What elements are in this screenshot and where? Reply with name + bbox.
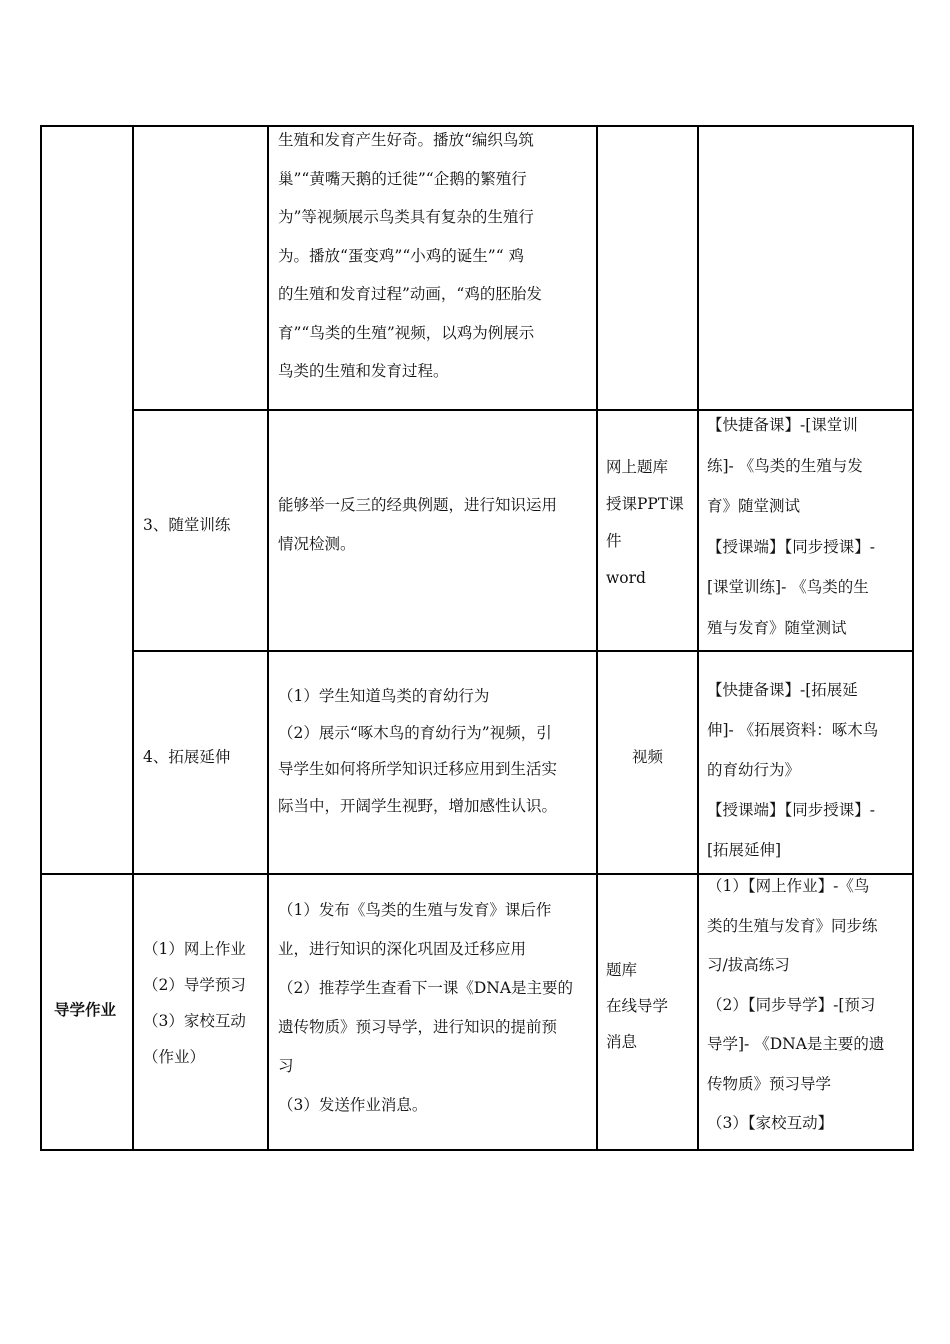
row2-resource-cell xyxy=(606,449,684,597)
row1-process-line: 为。播放“蛋变鸡”“小鸡的诞生”“ 鸡 xyxy=(278,246,525,265)
row3-function-line: 的育幼行为》 xyxy=(707,761,801,779)
table-left-border xyxy=(40,125,42,1150)
row4-function-line: 传物质》预习导学 xyxy=(707,1074,832,1093)
row2-function-line: [课堂训练]- 《鸟类的生 xyxy=(707,578,869,596)
row2-step-label: 3、随堂训练 xyxy=(143,516,231,534)
row1-process-cell xyxy=(278,121,542,391)
row4-step-line: （作业） xyxy=(143,1048,206,1066)
row4-function-line: （2）【同步导学】-[预习 xyxy=(707,995,876,1014)
row4-function-line: （3）【家校互动】 xyxy=(707,1114,834,1132)
row4-process-line: （3）发送作业消息。 xyxy=(278,1096,428,1114)
row2-process-line: 能够举一反三的经典例题，进行知识运用 xyxy=(278,496,558,514)
row4-process-line: （1）发布《鸟类的生殖与发育》课后作 xyxy=(278,901,552,919)
row2-step-cell xyxy=(143,506,230,545)
row4-process-line: 遗传物质》预习导学，进行知识的提前预 xyxy=(278,1018,558,1036)
row3-resource-label: 视频 xyxy=(632,748,664,766)
row4-step-line: （1）网上作业 xyxy=(143,940,246,958)
row2-function-line: 殖与发育》随堂测试 xyxy=(707,618,847,637)
row4-function-line: 习/拔高练习 xyxy=(707,956,790,974)
row2-function-cell xyxy=(707,405,875,648)
row4-resource-line: 在线导学 xyxy=(606,997,669,1015)
row2-function-line: 练]- 《鸟类的生殖与发 xyxy=(707,456,863,475)
row2-resource-line: 网上题库 xyxy=(606,458,669,476)
col-divider-3 xyxy=(596,125,598,1150)
row1-process-line: 为”等视频展示鸟类具有复杂的生殖行 xyxy=(278,208,534,226)
row3-process-line: （2）展示“啄木鸟的育幼行为”视频，引 xyxy=(278,723,552,742)
row3-function-line: 【快捷备课】-[拓展延 xyxy=(707,681,858,699)
row-divider-2 xyxy=(132,650,914,652)
col-divider-2 xyxy=(267,125,269,1150)
row2-process-line: 情况检测。 xyxy=(278,535,356,553)
row4-function-line: （1）【网上作业】-《鸟 xyxy=(707,877,870,895)
row4-resource-line: 消息 xyxy=(606,1033,638,1051)
row1-process-line: 鸟类的生殖和发育过程。 xyxy=(278,362,449,380)
row1-process-line: 育”“鸟类的生殖”视频，以鸡为例展示 xyxy=(278,323,535,342)
row2-resource-line: 授课PPT课 xyxy=(606,495,684,513)
row4-function-line: 类的生殖与发育》同步练 xyxy=(707,916,878,935)
row4-process-cell xyxy=(278,891,573,1125)
row2-function-line: 【快捷备课】-[课堂训 xyxy=(707,416,858,434)
row1-process-line: 巢”“黄嘴天鹅的迁徙”“企鹅的繁殖行 xyxy=(278,169,527,188)
row3-process-line: （1）学生知道鸟类的育幼行为 xyxy=(278,687,490,705)
row3-function-cell xyxy=(707,670,878,870)
row3-function-line: 伸]- 《拓展资料：啄木鸟 xyxy=(707,721,879,739)
row2-resource-line: word xyxy=(606,569,646,587)
row3-process-cell xyxy=(278,678,557,824)
row1-process-line: 生殖和发育产生好奇。播放“编织鸟筑 xyxy=(278,131,534,149)
row2-resource-line: 件 xyxy=(606,532,622,550)
row4-process-line: 习 xyxy=(278,1057,294,1075)
row3-step-label: 4、拓展延伸 xyxy=(143,748,231,766)
row2-process-cell xyxy=(278,486,557,564)
row4-function-cell xyxy=(707,867,884,1144)
section-title: 导学作业 xyxy=(54,1001,117,1019)
row4-step-line: （2）导学预习 xyxy=(143,976,246,994)
table-right-border xyxy=(912,125,914,1150)
row3-function-line: 【授课端】【同步授课】- xyxy=(707,801,875,819)
row4-function-line: 导学]- 《DNA是主要的遗 xyxy=(707,1035,885,1053)
row3-process-line: 导学生如何将所学知识迁移应用到生活实 xyxy=(278,760,558,778)
row2-function-line: 【授课端】【同步授课】- xyxy=(707,537,875,556)
col-divider-4 xyxy=(697,125,699,1150)
row3-resource-cell xyxy=(632,738,663,777)
row3-process-line: 际当中，开阔学生视野，增加感性认识。 xyxy=(278,796,558,815)
row4-process-line: 业，进行知识的深化巩固及迁移应用 xyxy=(278,940,527,958)
table-bottom-border xyxy=(40,1149,914,1151)
row4-resource-cell xyxy=(606,952,668,1060)
col-divider-1 xyxy=(132,125,134,1150)
row4-step-cell xyxy=(143,931,246,1075)
row1-process-line: 的生殖和发育过程”动画，“鸡的胚胎发 xyxy=(278,285,542,303)
row4-step-line: （3）家校互动 xyxy=(143,1012,246,1030)
row4-resource-line: 题库 xyxy=(606,961,638,979)
row2-function-line: 育》随堂测试 xyxy=(707,497,801,515)
row3-function-line: [拓展延伸] xyxy=(707,841,782,859)
row4-process-line: （2）推荐学生查看下一课《DNA是主要的 xyxy=(278,979,574,997)
row3-step-cell xyxy=(143,738,230,777)
